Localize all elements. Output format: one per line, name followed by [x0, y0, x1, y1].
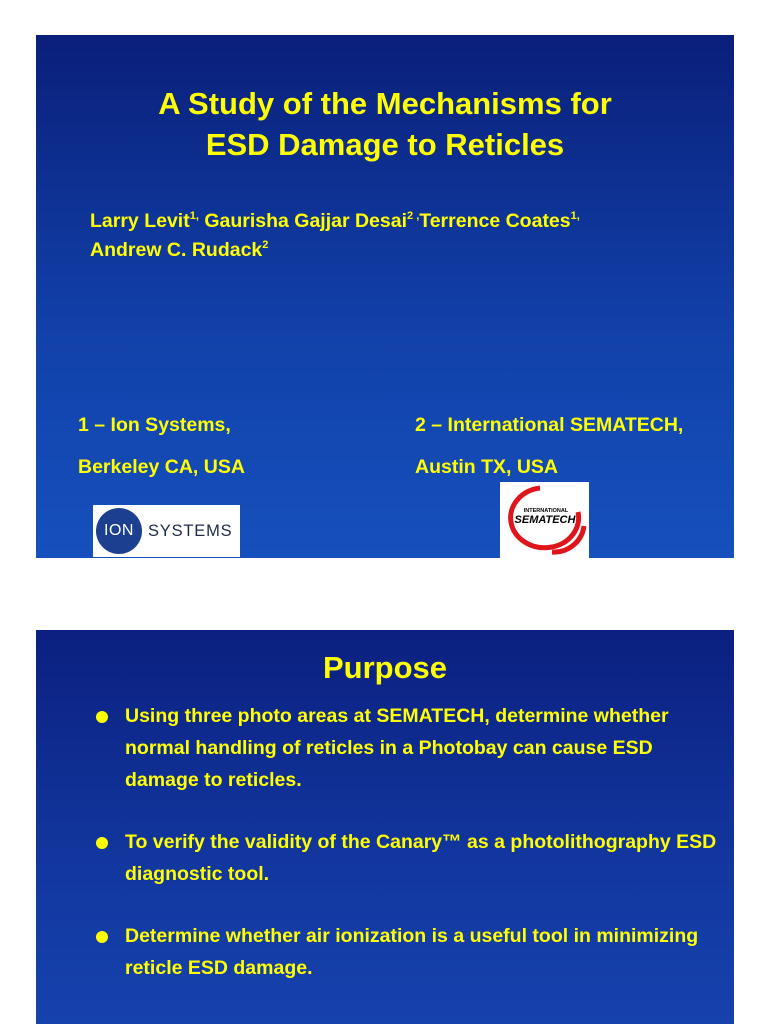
author-name: Terrence Coates: [419, 210, 571, 232]
author-affil-sup: 1,: [570, 210, 580, 222]
author-name: Gaurisha Gajjar Desai: [198, 210, 408, 232]
sematech-small-text: INTERNATIONAL: [523, 508, 569, 514]
author-name: Andrew C. Rudack: [90, 239, 263, 261]
author-list: [90, 207, 580, 265]
purpose-bullet-list: [96, 700, 726, 1014]
bullet-dot-icon: [96, 711, 108, 723]
affiliation-2-name: 2 – International SEMATECH,: [415, 414, 684, 436]
bullet-text: Using three photo areas at SEMATECH, determine whether normal handling of reticles in a Photobay can cause ESD damage to reticles.: [125, 705, 669, 791]
ion-logo-circle: ION: [96, 508, 142, 554]
title-slide: [36, 35, 734, 558]
ion-systems-logo: [93, 505, 240, 557]
author-affil-sup: 2 ,: [407, 210, 420, 222]
title-line-1: A Study of the Mechanisms for: [158, 86, 612, 121]
sematech-main-text: SEMATECH: [514, 514, 576, 526]
bullet-text: To verify the validity of the Canary™ as a photolithography ESD diagnostic tool.: [125, 831, 717, 885]
author-name: Larry Levit: [90, 210, 190, 232]
affiliation-2-location: Austin TX, USA: [415, 456, 559, 478]
bullet-dot-icon: [96, 837, 108, 849]
list-item: [96, 700, 726, 796]
author-affil-sup: 1,: [189, 210, 199, 222]
affiliation-1-location: Berkeley CA, USA: [78, 456, 245, 478]
title-line-2: ESD Damage to Reticles: [205, 127, 565, 162]
slide-title: [36, 83, 734, 165]
purpose-slide: [36, 630, 734, 1024]
list-item: [96, 826, 726, 890]
sematech-logo: [500, 482, 589, 558]
ion-logo-text: SYSTEMS: [148, 521, 233, 540]
bullet-text: Determine whether air ionization is a useful tool in minimizing reticle ESD damage.: [125, 925, 699, 979]
purpose-title: Purpose: [322, 650, 448, 685]
author-affil-sup: 2: [262, 239, 269, 251]
bullet-dot-icon: [96, 931, 108, 943]
sematech-logo-graphic: [500, 482, 589, 558]
list-item: [96, 920, 726, 984]
affiliation-1-name: 1 – Ion Systems,: [78, 414, 231, 436]
